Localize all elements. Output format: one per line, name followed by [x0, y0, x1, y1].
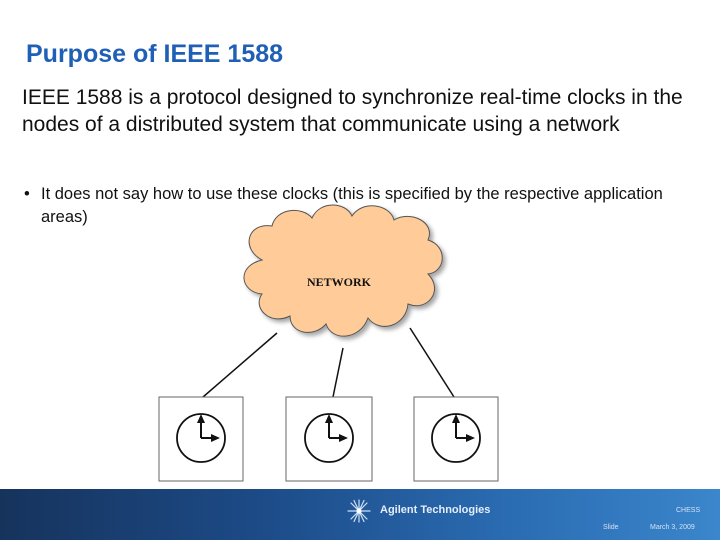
connection-line-3 — [410, 328, 454, 397]
connection-line-1 — [203, 333, 277, 397]
slide-title: Purpose of IEEE 1588 — [26, 40, 284, 68]
footer-date: March 3, 2009 — [650, 524, 695, 531]
clock-icon — [177, 414, 225, 462]
network-cloud — [244, 205, 442, 336]
connection-line-2 — [333, 348, 343, 397]
footer-bar — [0, 489, 720, 540]
bullet-marker: • — [24, 185, 30, 203]
brand-name: Agilent Technologies — [380, 504, 491, 516]
network-label: NETWORK — [306, 275, 372, 289]
agilent-spark-icon — [346, 499, 372, 523]
clock-icon — [305, 414, 353, 462]
clock-icon — [432, 414, 480, 462]
event-name: CHESS — [676, 507, 701, 514]
clock-node-2 — [286, 397, 372, 481]
clock-node-1 — [159, 397, 243, 481]
body-paragraph: IEEE 1588 is a protocol designed to synchronize real-time clocks in the nodes of a distributed system that communicate using a network — [22, 86, 683, 136]
bullet-text: It does not say how to use these clocks (this is specified by the respective application areas) — [41, 185, 663, 226]
clock-node-3 — [414, 397, 498, 481]
slide-label: Slide — [603, 524, 619, 531]
